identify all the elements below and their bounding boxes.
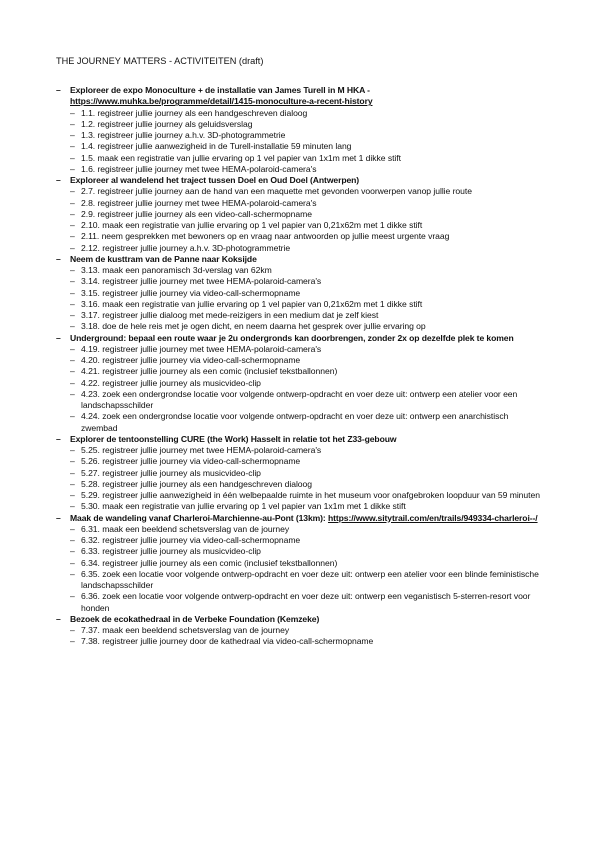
list-item bbox=[70, 524, 546, 535]
section-heading-text: Explorer de tentoonstelling CURE (the Work) Hasselt in relatie tot het Z33-gebouw bbox=[70, 433, 397, 444]
list-item bbox=[70, 445, 546, 456]
item-bullet: – bbox=[70, 186, 75, 197]
item-bullet: – bbox=[70, 557, 75, 568]
item-text: 1.2. registreer jullie journey als geluidsverslag bbox=[81, 118, 253, 129]
item-text: 5.29. registreer jullie aanwezigheid in één welbepaalde ruimte in het museum voor onafgebroken loopduur van 59 minuten bbox=[81, 490, 540, 500]
item-bullet: – bbox=[70, 388, 75, 399]
item-text: 4.22. registreer jullie journey als musicvideo-clip bbox=[81, 377, 261, 388]
item-bullet: – bbox=[70, 591, 75, 602]
item-text: 5.26. registreer jullie journey via video-call-schermopname bbox=[81, 456, 301, 467]
section-bullet: – bbox=[56, 253, 61, 264]
list-item bbox=[70, 468, 546, 479]
item-text: 3.14. registreer jullie journey met twee HEMA-polaroid-camera's bbox=[81, 276, 322, 287]
item-bullet: – bbox=[70, 231, 75, 242]
item-bullet: – bbox=[70, 355, 75, 365]
item-bullet: – bbox=[70, 265, 75, 275]
list-item bbox=[70, 569, 546, 592]
item-bullet: – bbox=[70, 107, 75, 118]
list-item bbox=[70, 558, 546, 569]
list-item bbox=[70, 164, 546, 175]
item-bullet: – bbox=[70, 377, 75, 388]
item-text: 4.19. registreer jullie journey met twee HEMA-polaroid-camera's bbox=[81, 343, 322, 354]
item-text: 2.11. neem gesprekken met bewoners op en vraag naar antwoorden op jullie meest urgente vraag bbox=[81, 231, 450, 242]
list-item bbox=[70, 141, 546, 152]
section-bullet: – bbox=[56, 85, 61, 95]
section-bullet: – bbox=[56, 613, 61, 624]
list-item bbox=[70, 243, 546, 254]
item-text: 3.17. registreer jullie dialoog met mede-reizigers in een medium dat je zelf kiest bbox=[81, 310, 379, 320]
list-item bbox=[70, 344, 546, 355]
item-text: 1.5. maak een registratie van jullie ervaring op 1 vel papier van 1x1m met 1 dikke stift bbox=[81, 152, 401, 163]
list-item bbox=[70, 636, 546, 647]
list-item bbox=[70, 591, 546, 614]
document-title: THE JOURNEY MATTERS - ACTIVITEITEN (draft) bbox=[56, 56, 264, 66]
section-heading-text: Exploreer al wandelend het traject tussen Doel en Oud Doel (Antwerpen) bbox=[70, 175, 360, 185]
item-bullet: – bbox=[70, 287, 75, 298]
list-item bbox=[70, 186, 546, 197]
item-bullet: – bbox=[70, 163, 75, 174]
section-bullet: – bbox=[56, 433, 61, 444]
item-bullet: – bbox=[70, 456, 75, 467]
item-bullet: – bbox=[70, 568, 75, 579]
item-bullet: – bbox=[70, 490, 75, 500]
list-item bbox=[70, 321, 546, 332]
list-item bbox=[70, 366, 546, 377]
item-text: 6.33. registreer jullie journey als musicvideo-clip bbox=[81, 546, 261, 557]
section-heading-text: Maak de wandeling vanaf Charleroi-Marchienne-au-Pont (13km): bbox=[70, 512, 328, 523]
activity-section bbox=[56, 85, 546, 175]
list-item bbox=[70, 310, 546, 321]
list-item bbox=[70, 130, 546, 141]
item-text: 6.35. zoek een locatie voor volgende ontwerp-opdracht en voer deze uit: ontwerp een atelier voor een blinde feministische landschapsschilder bbox=[81, 568, 539, 590]
section-heading bbox=[70, 434, 546, 445]
item-bullet: – bbox=[70, 445, 75, 455]
item-text: 4.23. zoek een ondergrondse locatie voor volgende ontwerp-opdracht en voer deze uit: ontwerp een atelier voor een landschapsschilder bbox=[81, 388, 518, 410]
activity-section bbox=[56, 175, 546, 254]
item-bullet: – bbox=[70, 535, 75, 545]
item-text: 3.13. maak een panoramisch 3d-verslag van 62km bbox=[81, 265, 272, 275]
list-item bbox=[70, 265, 546, 276]
item-text: 4.21. registreer jullie journey als een comic (inclusief tekstballonnen) bbox=[81, 366, 338, 377]
item-text: 1.4. registreer jullie aanwezigheid in de Turell-installatie 59 minuten lang bbox=[81, 141, 352, 152]
item-bullet: – bbox=[70, 546, 75, 557]
item-text: 2.10. maak een registratie van jullie ervaring op 1 vel papier van 0,21x62m met 1 dikke stift bbox=[81, 220, 423, 230]
item-text: 7.38. registreer jullie journey door de kathedraal via video-call-schermopname bbox=[81, 636, 374, 647]
item-bullet: – bbox=[70, 276, 75, 287]
item-bullet: – bbox=[70, 208, 75, 219]
item-bullet: – bbox=[70, 130, 75, 140]
list-item bbox=[70, 389, 546, 412]
list-item bbox=[70, 535, 546, 546]
item-text: 4.24. zoek een ondergrondse locatie voor volgende ontwerp-opdracht en voer deze uit: ontwerp een anarchistisch zwembad bbox=[81, 411, 509, 433]
item-text: 1.3. registreer jullie journey a.h.v. 3D-photogrammetrie bbox=[81, 130, 286, 140]
section-heading bbox=[70, 254, 546, 265]
item-bullet: – bbox=[70, 298, 75, 309]
list-item bbox=[70, 108, 546, 119]
item-text: 5.30. maak een registratie van jullie ervaring op 1 vel papier van 1x1m met 1 dikke stift bbox=[81, 501, 406, 512]
list-item bbox=[70, 490, 546, 501]
section-heading-text: Exploreer de expo Monoculture + de installatie van James Turell in M HKA - bbox=[70, 85, 370, 95]
list-item bbox=[70, 546, 546, 557]
list-item bbox=[70, 119, 546, 130]
item-text: 5.25. registreer jullie journey met twee HEMA-polaroid-camera's bbox=[81, 445, 322, 455]
item-text: 1.6. registreer jullie journey met twee HEMA-polaroid-camera's bbox=[81, 163, 317, 174]
list-item bbox=[70, 231, 546, 242]
section-bullet: – bbox=[56, 332, 61, 343]
item-text: 3.16. maak een registratie van jullie ervaring op 1 vel papier van 0,21x62m met 1 dikke stift bbox=[81, 298, 423, 309]
item-bullet: – bbox=[70, 501, 75, 512]
section-heading bbox=[70, 614, 546, 625]
activity-section bbox=[56, 513, 546, 614]
item-text: 3.18. doe de hele reis met je ogen dicht, en neem daarna het gesprek over jullie ervaring op bbox=[81, 321, 426, 332]
section-bullet: – bbox=[56, 512, 61, 523]
list-item bbox=[70, 288, 546, 299]
section-heading bbox=[70, 175, 546, 186]
section-heading-text: Bezoek de ecokathedraal in de Verbeke Foundation (Kemzeke) bbox=[70, 613, 320, 624]
list-item bbox=[70, 501, 546, 512]
list-item bbox=[70, 299, 546, 310]
item-text: 2.9. registreer jullie journey als een video-call-schermopname bbox=[81, 208, 312, 219]
section-heading bbox=[70, 85, 546, 108]
item-text: 1.1. registreer jullie journey als een handgeschreven dialoog bbox=[81, 107, 308, 118]
item-text: 5.28. registreer jullie journey als een handgeschreven dialoog bbox=[81, 478, 312, 489]
item-bullet: – bbox=[70, 411, 75, 422]
item-bullet: – bbox=[70, 478, 75, 489]
list-item bbox=[70, 220, 546, 231]
list-item bbox=[70, 209, 546, 220]
list-item bbox=[70, 479, 546, 490]
list-item bbox=[70, 411, 546, 434]
section-heading-text: Underground: bepaal een route waar je 2u ondergronds kan doorbrengen, zonder 2x op dezelfde plek te komen bbox=[70, 332, 514, 343]
activity-section bbox=[56, 434, 546, 513]
list-item bbox=[70, 276, 546, 287]
item-text: 5.27. registreer jullie journey als musicvideo-clip bbox=[81, 467, 261, 478]
list-item bbox=[70, 198, 546, 209]
item-bullet: – bbox=[70, 636, 75, 647]
section-heading bbox=[70, 513, 546, 524]
item-text: 2.7. registreer jullie journey aan de hand van een maquette met gevonden voorwerpen vanop jullie route bbox=[81, 186, 472, 197]
section-heading bbox=[70, 333, 546, 344]
item-bullet: – bbox=[70, 141, 75, 152]
item-text: 6.36. zoek een locatie voor volgende ontwerp-opdracht en voer deze uit: ontwerp een veganistisch 5-sterren-resort voor honden bbox=[81, 591, 531, 613]
item-bullet: – bbox=[70, 523, 75, 534]
section-heading-text: Neem de kusttram van de Panne naar Koksijde bbox=[70, 253, 257, 264]
item-bullet: – bbox=[70, 118, 75, 129]
item-text: 2.8. registreer jullie journey met twee HEMA-polaroid-camera's bbox=[81, 197, 317, 208]
item-bullet: – bbox=[70, 242, 75, 253]
item-bullet: – bbox=[70, 152, 75, 163]
item-text: 7.37. maak een beeldend schetsverslag van de journey bbox=[81, 625, 290, 635]
item-bullet: – bbox=[70, 625, 75, 635]
item-bullet: – bbox=[70, 321, 75, 332]
item-bullet: – bbox=[70, 366, 75, 377]
activity-section bbox=[56, 333, 546, 434]
list-item bbox=[70, 625, 546, 636]
list-item bbox=[70, 153, 546, 164]
item-bullet: – bbox=[70, 343, 75, 354]
activity-section bbox=[56, 254, 546, 333]
activity-list bbox=[56, 85, 546, 648]
item-bullet: – bbox=[70, 197, 75, 208]
list-item bbox=[70, 378, 546, 389]
section-link[interactable]: https://www.muhka.be/programme/detail/1415-monoculture-a-recent-history bbox=[70, 96, 373, 107]
activity-section bbox=[56, 614, 546, 648]
item-text: 6.32. registreer jullie journey via video-call-schermopname bbox=[81, 535, 301, 545]
list-item bbox=[70, 355, 546, 366]
item-text: 6.34. registreer jullie journey als een comic (inclusief tekstballonnen) bbox=[81, 557, 338, 568]
item-bullet: – bbox=[70, 310, 75, 320]
item-text: 4.20. registreer jullie journey via video-call-schermopname bbox=[81, 355, 301, 365]
section-bullet: – bbox=[56, 175, 61, 185]
item-text: 6.31. maak een beeldend schetsverslag van de journey bbox=[81, 523, 290, 534]
item-text: 3.15. registreer jullie journey via video-call-schermopname bbox=[81, 287, 301, 298]
item-text: 2.12. registreer jullie journey a.h.v. 3D-photogrammetrie bbox=[81, 242, 291, 253]
section-link[interactable]: https://www.sitytrail.com/en/trails/949334-charleroi--/ bbox=[327, 512, 538, 523]
item-bullet: – bbox=[70, 220, 75, 230]
list-item bbox=[70, 456, 546, 467]
item-bullet: – bbox=[70, 467, 75, 478]
